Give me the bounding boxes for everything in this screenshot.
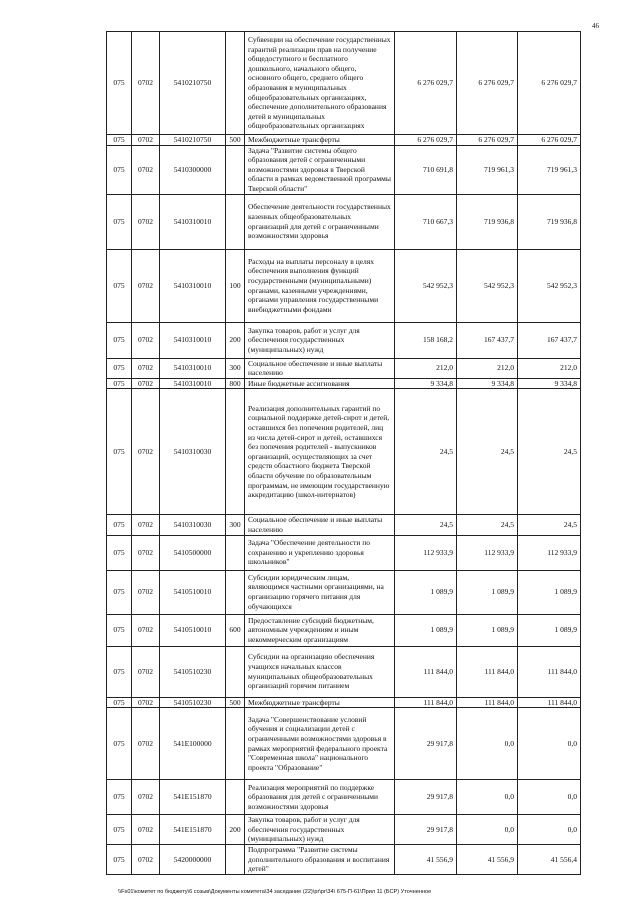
amount-year2-cell: 542 952,3 bbox=[457, 249, 518, 322]
section-code-cell: 0702 bbox=[132, 535, 160, 570]
budget-table bbox=[106, 31, 581, 875]
expense-type-cell: 200 bbox=[226, 815, 245, 845]
target-article-cell: 541E151870 bbox=[160, 780, 226, 815]
amount-year2-cell: 111 844,0 bbox=[457, 646, 518, 697]
amount-year2-cell: 1 089,9 bbox=[457, 614, 518, 646]
table-row bbox=[107, 646, 581, 697]
amount-year3-cell: 112 933,9 bbox=[518, 535, 581, 570]
expense-type-cell bbox=[226, 145, 245, 194]
expense-type-cell: 200 bbox=[226, 322, 245, 358]
amount-year1-cell: 212,0 bbox=[395, 358, 457, 378]
amount-year2-cell: 212,0 bbox=[457, 358, 518, 378]
target-article-cell: 5410210750 bbox=[160, 135, 226, 146]
description-cell: Субсидии юридическим лицам, являющимся частными организациями, на организацию горячего питания для обучающихся bbox=[245, 570, 395, 614]
section-code-cell: 0702 bbox=[132, 322, 160, 358]
department-code-cell: 075 bbox=[107, 389, 132, 515]
target-article-cell: 5420000000 bbox=[160, 845, 226, 875]
table-row bbox=[107, 145, 581, 194]
description-cell: Закупка товаров, работ и услуг для обеспечения государственных (муниципальных) нужд bbox=[245, 815, 395, 845]
amount-year3-cell: 0,0 bbox=[518, 815, 581, 845]
table-row bbox=[107, 378, 581, 389]
table-row bbox=[107, 135, 581, 146]
table-row bbox=[107, 570, 581, 614]
amount-year2-cell: 0,0 bbox=[457, 815, 518, 845]
expense-type-cell bbox=[226, 570, 245, 614]
amount-year1-cell: 1 089,9 bbox=[395, 614, 457, 646]
description-cell: Подпрограмма "Развитие системы дополнительного образования и воспитания детей" bbox=[245, 845, 395, 875]
department-code-cell: 075 bbox=[107, 570, 132, 614]
amount-year2-cell: 111 844,0 bbox=[457, 697, 518, 708]
amount-year1-cell: 158 168,2 bbox=[395, 322, 457, 358]
department-code-cell: 075 bbox=[107, 378, 132, 389]
expense-type-cell: 100 bbox=[226, 249, 245, 322]
description-cell: Реализация мероприятий по поддержке образования для детей с ограниченными возможностями здоровья bbox=[245, 780, 395, 815]
target-article-cell: 5410310010 bbox=[160, 194, 226, 249]
department-code-cell: 075 bbox=[107, 815, 132, 845]
table-row bbox=[107, 194, 581, 249]
section-code-cell: 0702 bbox=[132, 515, 160, 535]
description-cell: Предоставление субсидий бюджетным, автономным учреждениям и иным некоммерческим организациям bbox=[245, 614, 395, 646]
page-number: 46 bbox=[592, 22, 599, 30]
department-code-cell: 075 bbox=[107, 697, 132, 708]
table-row bbox=[107, 249, 581, 322]
department-code-cell: 075 bbox=[107, 145, 132, 194]
expense-type-cell bbox=[226, 646, 245, 697]
amount-year1-cell: 24,5 bbox=[395, 389, 457, 515]
description-cell: Социальное обеспечение и иные выплаты населению bbox=[245, 358, 395, 378]
department-code-cell: 075 bbox=[107, 135, 132, 146]
section-code-cell: 0702 bbox=[132, 145, 160, 194]
amount-year3-cell: 542 952,3 bbox=[518, 249, 581, 322]
table-row bbox=[107, 815, 581, 845]
amount-year2-cell: 112 933,9 bbox=[457, 535, 518, 570]
department-code-cell: 075 bbox=[107, 780, 132, 815]
target-article-cell: 5410310010 bbox=[160, 249, 226, 322]
section-code-cell: 0702 bbox=[132, 697, 160, 708]
amount-year3-cell: 6 276 029,7 bbox=[518, 32, 581, 135]
table-row bbox=[107, 32, 581, 135]
amount-year1-cell: 29 917,8 bbox=[395, 708, 457, 780]
amount-year2-cell: 0,0 bbox=[457, 708, 518, 780]
amount-year2-cell: 6 276 029,7 bbox=[457, 32, 518, 135]
amount-year1-cell: 710 667,3 bbox=[395, 194, 457, 249]
amount-year3-cell: 111 844,0 bbox=[518, 697, 581, 708]
department-code-cell: 075 bbox=[107, 515, 132, 535]
target-article-cell: 5410300000 bbox=[160, 145, 226, 194]
amount-year3-cell: 212,0 bbox=[518, 358, 581, 378]
amount-year1-cell: 9 334,8 bbox=[395, 378, 457, 389]
department-code-cell: 075 bbox=[107, 845, 132, 875]
amount-year3-cell: 167 437,7 bbox=[518, 322, 581, 358]
table-row bbox=[107, 389, 581, 515]
expense-type-cell bbox=[226, 535, 245, 570]
expense-type-cell bbox=[226, 780, 245, 815]
amount-year2-cell: 41 556,9 bbox=[457, 845, 518, 875]
amount-year1-cell: 1 089,9 bbox=[395, 570, 457, 614]
footer-file-path: \\Fs01\комитет по бюджету\6 созыв\Документы комитета\34 заседание (22)\pr\pr\34\ 675-П-61\Прил 11 (БСР) Уточненное bbox=[118, 889, 432, 895]
description-cell: Социальное обеспечение и иные выплаты населению bbox=[245, 515, 395, 535]
description-cell: Межбюджетные трансферты bbox=[245, 135, 395, 146]
target-article-cell: 5410310030 bbox=[160, 389, 226, 515]
target-article-cell: 5410500000 bbox=[160, 535, 226, 570]
section-code-cell: 0702 bbox=[132, 815, 160, 845]
description-cell: Субвенции на обеспечение государственных гарантий реализации прав на получение общедоступного и бесплатного дошкольного, начального общего, основного общего, среднего общего образования в муниципальных общеобразовательных организациях, обеспечение дополнительного образования детей в муниципальных общеобразовательных организациях bbox=[245, 32, 395, 135]
expense-type-cell bbox=[226, 32, 245, 135]
amount-year1-cell: 6 276 029,7 bbox=[395, 32, 457, 135]
amount-year3-cell: 1 089,9 bbox=[518, 614, 581, 646]
section-code-cell: 0702 bbox=[132, 646, 160, 697]
table-row bbox=[107, 322, 581, 358]
amount-year1-cell: 6 276 029,7 bbox=[395, 135, 457, 146]
amount-year3-cell: 41 556,4 bbox=[518, 845, 581, 875]
expense-type-cell: 300 bbox=[226, 515, 245, 535]
amount-year3-cell: 6 276 029,7 bbox=[518, 135, 581, 146]
description-cell: Задача "Обеспечение деятельности по сохранению и укреплению здоровья школьников" bbox=[245, 535, 395, 570]
description-cell: Закупка товаров, работ и услуг для обеспечения государственных (муниципальных) нужд bbox=[245, 322, 395, 358]
table-row bbox=[107, 780, 581, 815]
table-row bbox=[107, 708, 581, 780]
section-code-cell: 0702 bbox=[132, 194, 160, 249]
budget-table-body bbox=[107, 32, 581, 875]
target-article-cell: 5410310030 bbox=[160, 515, 226, 535]
amount-year2-cell: 1 089,9 bbox=[457, 570, 518, 614]
amount-year2-cell: 0,0 bbox=[457, 780, 518, 815]
description-cell: Межбюджетные трансферты bbox=[245, 697, 395, 708]
section-code-cell: 0702 bbox=[132, 358, 160, 378]
section-code-cell: 0702 bbox=[132, 845, 160, 875]
amount-year2-cell: 9 334,8 bbox=[457, 378, 518, 389]
description-cell: Расходы на выплаты персоналу в целях обеспечения выполнения функций государственными (муниципальными) органами, казенными учреждениями, органами управления государственными внебюджетными фондами bbox=[245, 249, 395, 322]
amount-year1-cell: 29 917,8 bbox=[395, 815, 457, 845]
section-code-cell: 0702 bbox=[132, 378, 160, 389]
description-cell: Субсидии на организацию обеспечения учащихся начальных классов муниципальных общеобразовательных организаций горячим питанием bbox=[245, 646, 395, 697]
amount-year1-cell: 111 844,0 bbox=[395, 697, 457, 708]
target-article-cell: 541E151870 bbox=[160, 815, 226, 845]
amount-year3-cell: 9 334,8 bbox=[518, 378, 581, 389]
amount-year3-cell: 719 961,3 bbox=[518, 145, 581, 194]
description-cell: Обеспечение деятельности государственных казенных общеобразовательных организаций для детей с ограниченными возможностями здоровья bbox=[245, 194, 395, 249]
amount-year1-cell: 41 556,9 bbox=[395, 845, 457, 875]
expense-type-cell bbox=[226, 389, 245, 515]
department-code-cell: 075 bbox=[107, 194, 132, 249]
table-row bbox=[107, 697, 581, 708]
description-cell: Реализация дополнительных гарантий по социальной поддержке детей-сирот и детей, оставшихся без попечения родителей, лиц из числа детей-сирот и детей, оставшихся без попечения родителей - выпускников организаций, осуществляющих за счет средств областного бюджета Тверской области обучение по образовательным программам, не имеющим государственную аккредитацию (школ-интернатов) bbox=[245, 389, 395, 515]
expense-type-cell: 600 bbox=[226, 614, 245, 646]
description-cell: Иные бюджетные ассигнования bbox=[245, 378, 395, 389]
amount-year2-cell: 719 936,8 bbox=[457, 194, 518, 249]
section-code-cell: 0702 bbox=[132, 389, 160, 515]
amount-year2-cell: 24,5 bbox=[457, 515, 518, 535]
amount-year1-cell: 710 691,8 bbox=[395, 145, 457, 194]
section-code-cell: 0702 bbox=[132, 780, 160, 815]
expense-type-cell: 500 bbox=[226, 135, 245, 146]
section-code-cell: 0702 bbox=[132, 32, 160, 135]
target-article-cell: 5410210750 bbox=[160, 32, 226, 135]
expense-type-cell bbox=[226, 708, 245, 780]
amount-year1-cell: 111 844,0 bbox=[395, 646, 457, 697]
section-code-cell: 0702 bbox=[132, 614, 160, 646]
amount-year3-cell: 24,5 bbox=[518, 515, 581, 535]
section-code-cell: 0702 bbox=[132, 135, 160, 146]
amount-year3-cell: 24,5 bbox=[518, 389, 581, 515]
amount-year2-cell: 167 437,7 bbox=[457, 322, 518, 358]
amount-year3-cell: 111 844,0 bbox=[518, 646, 581, 697]
expense-type-cell: 300 bbox=[226, 358, 245, 378]
section-code-cell: 0702 bbox=[132, 570, 160, 614]
amount-year3-cell: 719 936,8 bbox=[518, 194, 581, 249]
department-code-cell: 075 bbox=[107, 322, 132, 358]
department-code-cell: 075 bbox=[107, 32, 132, 135]
expense-type-cell: 500 bbox=[226, 697, 245, 708]
department-code-cell: 075 bbox=[107, 535, 132, 570]
expense-type-cell bbox=[226, 194, 245, 249]
target-article-cell: 5410310010 bbox=[160, 358, 226, 378]
section-code-cell: 0702 bbox=[132, 708, 160, 780]
table-row bbox=[107, 535, 581, 570]
table-row bbox=[107, 845, 581, 875]
amount-year1-cell: 24,5 bbox=[395, 515, 457, 535]
amount-year2-cell: 719 961,3 bbox=[457, 145, 518, 194]
department-code-cell: 075 bbox=[107, 249, 132, 322]
target-article-cell: 5410510010 bbox=[160, 570, 226, 614]
amount-year2-cell: 24,5 bbox=[457, 389, 518, 515]
department-code-cell: 075 bbox=[107, 358, 132, 378]
amount-year1-cell: 112 933,9 bbox=[395, 535, 457, 570]
table-row bbox=[107, 515, 581, 535]
amount-year2-cell: 6 276 029,7 bbox=[457, 135, 518, 146]
target-article-cell: 5410510010 bbox=[160, 614, 226, 646]
description-cell: Задача "Совершенствование условий обучения и социализации детей с ограниченными возможностями здоровья в рамках мероприятий федерального проекта "Современная школа" национального проекта "Образование" bbox=[245, 708, 395, 780]
target-article-cell: 5410510230 bbox=[160, 646, 226, 697]
amount-year3-cell: 0,0 bbox=[518, 708, 581, 780]
department-code-cell: 075 bbox=[107, 646, 132, 697]
amount-year1-cell: 29 917,8 bbox=[395, 780, 457, 815]
target-article-cell: 5410310010 bbox=[160, 378, 226, 389]
expense-type-cell bbox=[226, 845, 245, 875]
expense-type-cell: 800 bbox=[226, 378, 245, 389]
description-cell: Задача "Развитие системы общего образования детей с ограниченными возможностями здоровья в Тверской области в рамках ведомственной программы Тверской области" bbox=[245, 145, 395, 194]
target-article-cell: 5410310010 bbox=[160, 322, 226, 358]
amount-year3-cell: 0,0 bbox=[518, 780, 581, 815]
department-code-cell: 075 bbox=[107, 708, 132, 780]
target-article-cell: 541E100000 bbox=[160, 708, 226, 780]
amount-year3-cell: 1 089,9 bbox=[518, 570, 581, 614]
department-code-cell: 075 bbox=[107, 614, 132, 646]
target-article-cell: 5410510230 bbox=[160, 697, 226, 708]
section-code-cell: 0702 bbox=[132, 249, 160, 322]
amount-year1-cell: 542 952,3 bbox=[395, 249, 457, 322]
table-row bbox=[107, 358, 581, 378]
table-row bbox=[107, 614, 581, 646]
